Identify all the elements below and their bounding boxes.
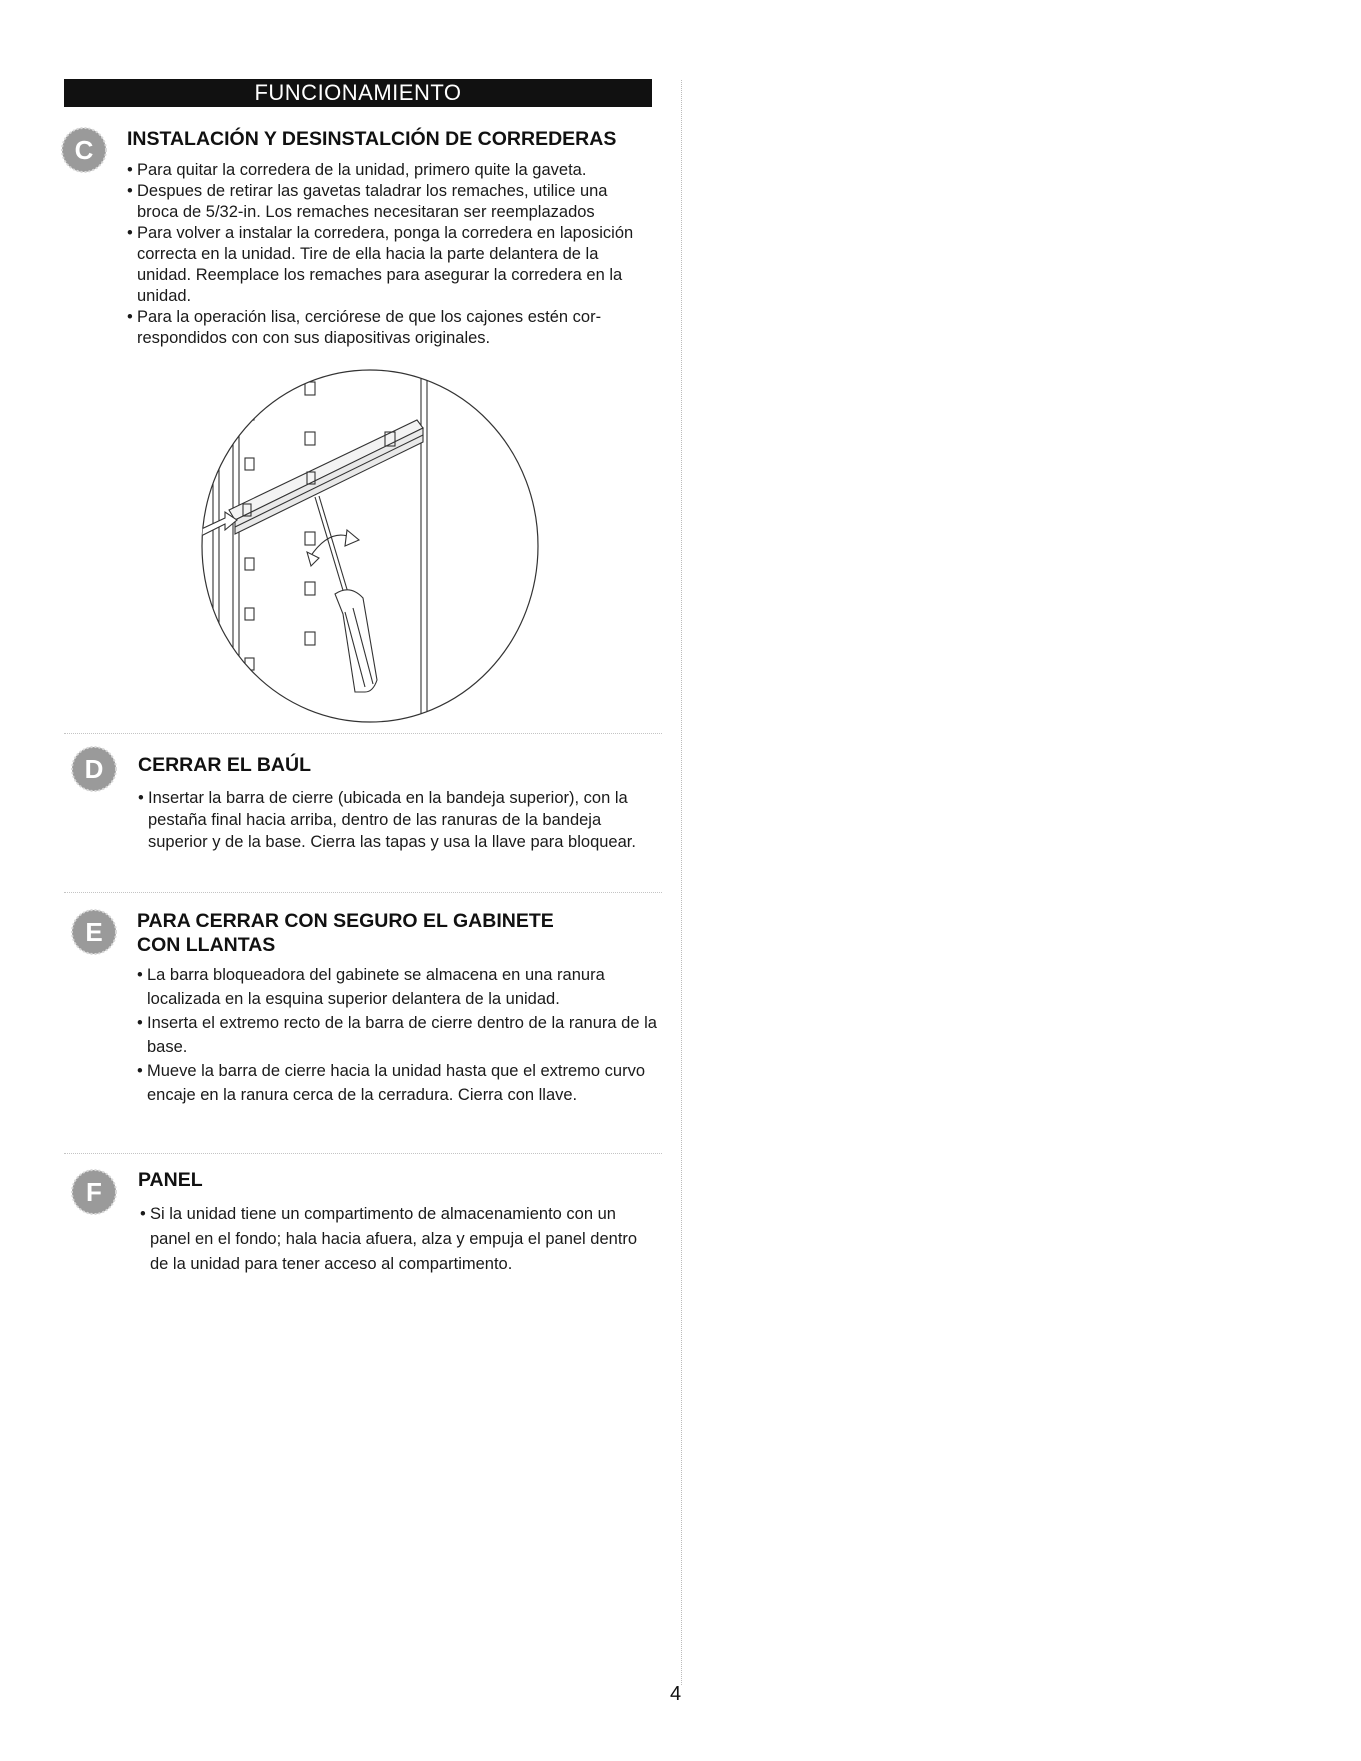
list-item: • Despues de retirar las gavetas taladrar los remaches, utilice una broca de 5/32-in. Los remaches necesitaran ser reemplazados	[127, 181, 652, 223]
page-number: 4	[670, 1683, 682, 1705]
section-c-bullets	[127, 160, 652, 349]
list-item: • Inserta el extremo recto de la barra de cierre dentro de la ranura de la base.	[137, 1011, 662, 1059]
svg-text:D: D	[84, 754, 104, 784]
list-item: • Para quitar la corredera de la unidad, primero quite la gaveta.	[127, 160, 652, 181]
step-c-icon	[60, 126, 108, 174]
section-f-heading: PANEL	[138, 1169, 203, 1191]
section-e-bullets	[137, 963, 662, 1107]
svg-text:F: F	[86, 1177, 102, 1207]
section-d-heading: CERRAR EL BAÚL	[138, 754, 311, 776]
svg-text:C: C	[74, 135, 94, 165]
list-item: • Para volver a instalar la corredera, ponga la corredera en laposición correcta en la unidad. Tire de ella hacia la parte delantera de la unidad. Reemplace los remaches para asegurar la corredera en la unidad.	[127, 223, 652, 307]
column-divider	[681, 80, 682, 1685]
separator	[64, 733, 662, 734]
list-item: • Si la unidad tiene un compartimento de almacenamiento con un panel en el fondo; hala hacia afuera, alza y empuja el panel dentro de la unidad para tener acceso al compartimento.	[140, 1202, 660, 1277]
list-item: • Insertar la barra de cierre (ubicada en la bandeja superior), con la pestaña final hacia arriba, dentro de las ranuras de la bandeja superior y de la base. Cierra las tapas y usa la llave para bloquear.	[138, 787, 638, 853]
section-c-heading: INSTALACIÓN Y DESINSTALCIÓN DE CORREDERAS	[127, 128, 617, 150]
separator	[64, 892, 662, 893]
separator	[64, 1153, 662, 1154]
section-banner: FUNCIONAMIENTO	[64, 79, 652, 107]
step-e-icon	[70, 908, 118, 956]
list-item: • Para la operación lisa, cerciórese de que los cajones estén cor-respondidos con con sus diapositivas originales.	[127, 307, 652, 349]
step-f-icon	[70, 1168, 118, 1216]
list-item: • Mueve la barra de cierre hacia la unidad hasta que el extremo curvo encaje en la ranura cerca de la cerradura. Cierra con llave.	[137, 1059, 662, 1107]
section-e-heading-line1: PARA CERRAR CON SEGURO EL GABINETE	[137, 910, 554, 932]
section-f-bullets	[140, 1202, 660, 1277]
list-item: • La barra bloqueadora del gabinete se almacena en una ranura localizada en la esquina superior delantera de la unidad.	[137, 963, 662, 1011]
svg-text:E: E	[85, 917, 103, 947]
step-d-icon	[70, 745, 118, 793]
section-e-heading-line2: CON LLANTAS	[137, 934, 276, 956]
section-d-bullets	[138, 787, 638, 853]
drawer-slide-illustration	[195, 362, 545, 730]
section-e-heading	[137, 909, 554, 957]
